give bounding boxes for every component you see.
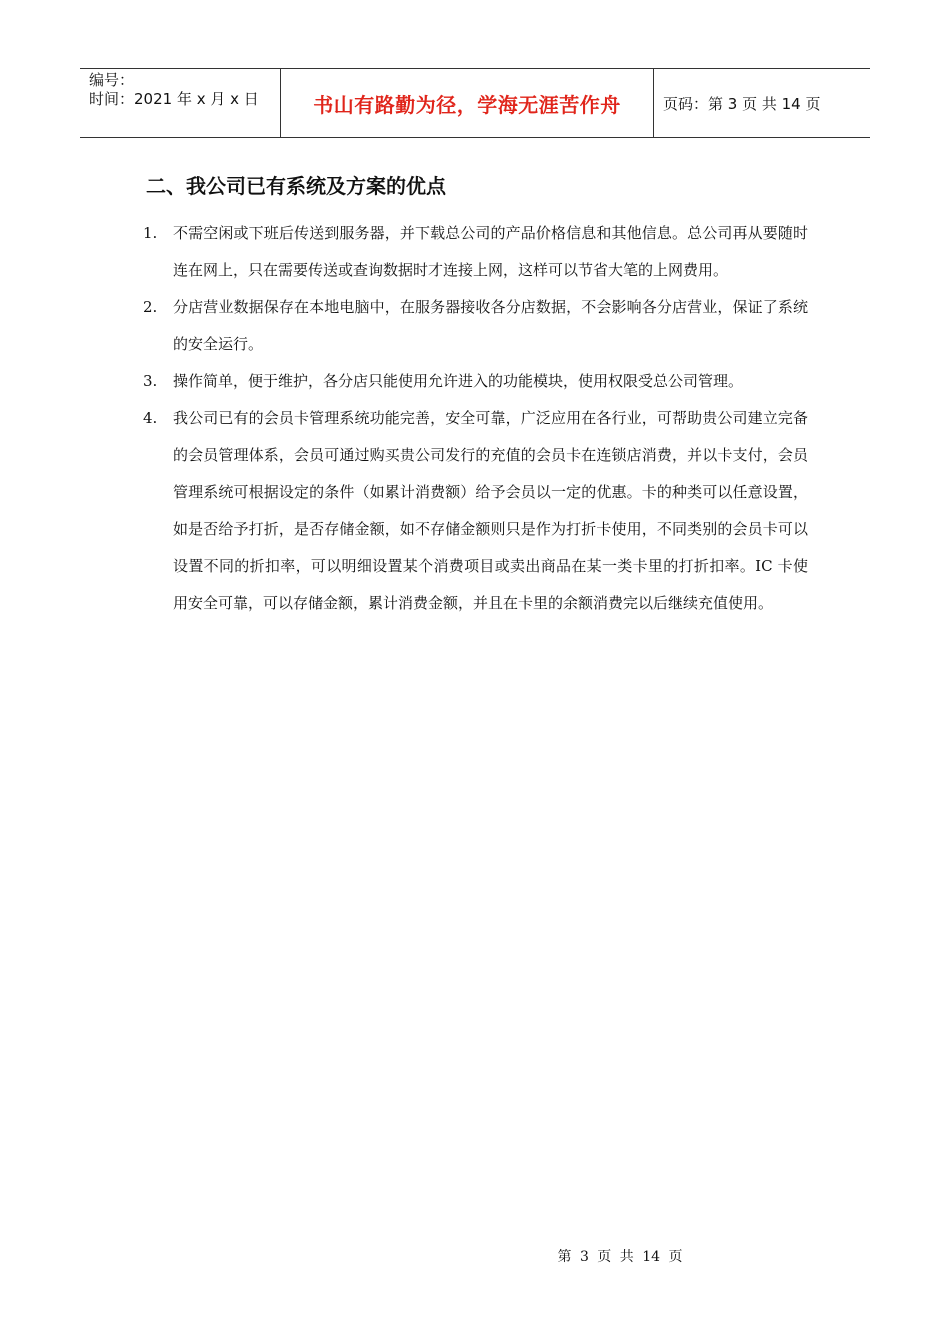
- list-item-text: 分店营业数据保存在本地电脑中，在服务器接收各分店数据，不会影响各分店营业，保证了系统的安全运行。: [173, 298, 808, 353]
- list-item-text: 我公司已有的会员卡管理系统功能完善，安全可靠，广泛应用在各行业，可帮助贵公司建立完备的会员管理体系，会员可通过购买贵公司发行的充值的会员卡在连锁店消费，并以卡支付，会员管理系统可根据设定的条件（如累计消费额）给予会员以一定的优惠。卡的种类可以任意设置，如是否给予打折，是否存储金额，如不存储金额则只是作为打折卡使用，不同类别的会员卡可以设置不同的折扣率，可以明细设置某个消费项目或卖出商品在某一类卡里的打折扣率。IC 卡使用安全可靠，可以存储金额，累计消费金额，并且在卡里的余额消费完以后继续充值使用。: [173, 409, 808, 612]
- list-item-number: 4.: [143, 409, 158, 427]
- list-item-number: 1.: [143, 224, 158, 242]
- list-item: [143, 289, 808, 363]
- list-item: [143, 400, 808, 622]
- document-date-label: 时间：2021 年 x 月 x 日: [89, 90, 259, 108]
- page-footer: 第 3 页 共 14 页: [557, 1249, 683, 1265]
- header-motto-cell: [281, 69, 654, 137]
- list-item-text: 操作简单，便于维护，各分店只能使用允许进入的功能模块，使用权限受总公司管理。: [173, 372, 744, 390]
- document-number-label: 编号：: [89, 71, 135, 89]
- header-meta-cell: [80, 69, 281, 137]
- header-motto: 书山有路勤为径，学海无涯苦作舟: [313, 92, 621, 117]
- page-header: [80, 68, 870, 138]
- list-item: [143, 215, 808, 289]
- advantages-list: [143, 215, 808, 622]
- list-item: [143, 363, 808, 400]
- list-item-number: 3.: [143, 372, 158, 390]
- list-item-number: 2.: [143, 298, 158, 316]
- section-title: 二、我公司已有系统及方案的优点: [146, 174, 446, 198]
- list-item-text: 不需空闲或下班后传送到服务器，并下载总公司的产品价格信息和其他信息。总公司再从要随时连在网上，只在需要传送或查询数据时才连接上网，这样可以节省大笔的上网费用。: [173, 224, 808, 279]
- header-page-label: 页码：第 3 页 共 14 页: [663, 94, 821, 113]
- header-page-cell: [654, 69, 870, 137]
